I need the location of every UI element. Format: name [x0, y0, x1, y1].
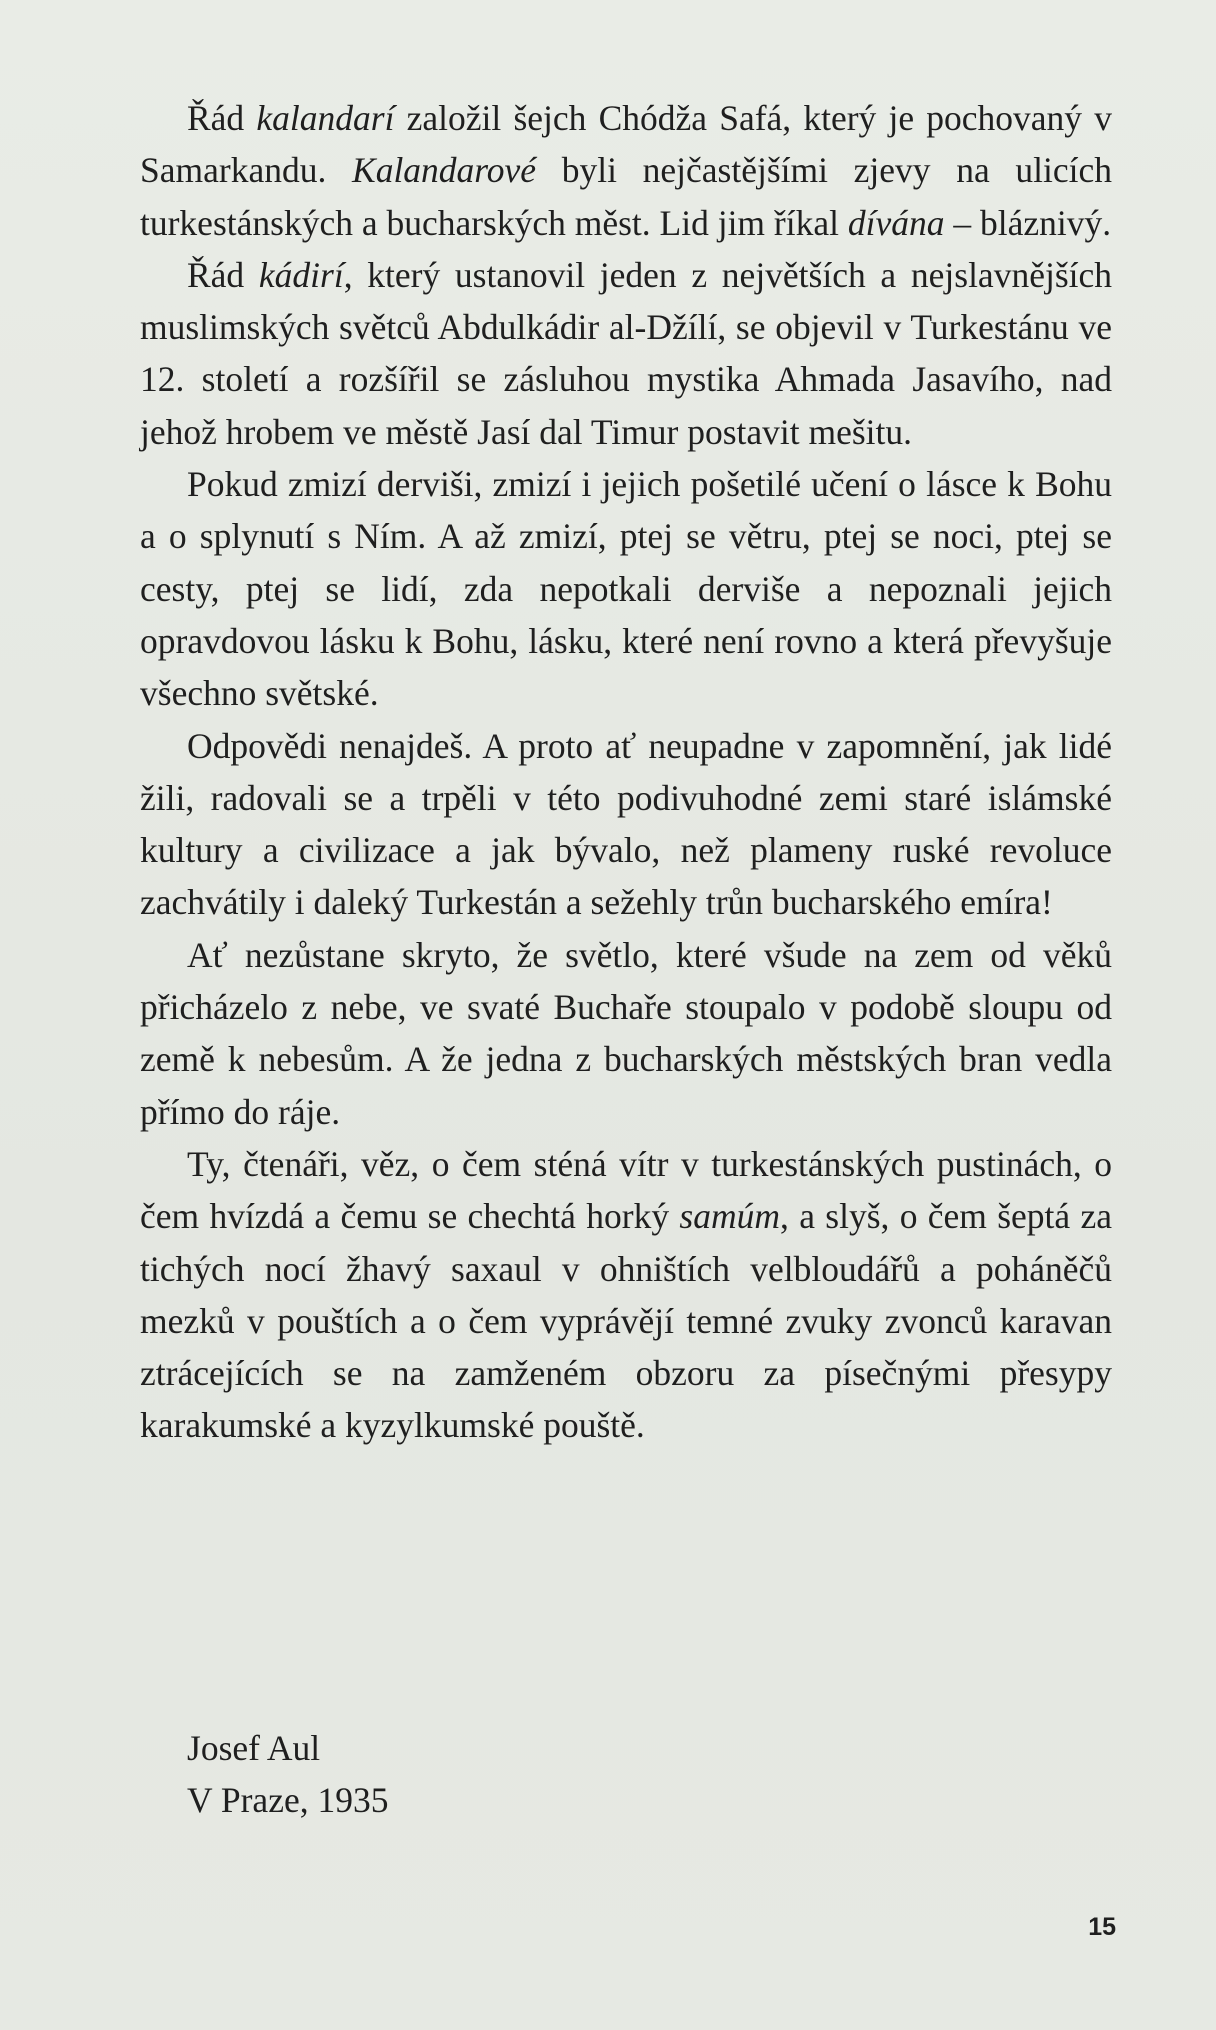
paragraph-odpovedi: Odpovědi nenajdeš. A proto ať neupadne v zapomnění, jak lidé žili, radovali se a trpěli v této podivuhodné zemi staré islámské kultury a civilizace a jak bývalo, než plameny ruské revoluce zachvátily i daleký Turkestán a sežehly trůn bucharského emíra!: [140, 725, 1112, 923]
paragraph-dervisi: Pokud zmizí derviši, zmizí i jejich pošetilé učení o lásce k Bohu a o splynutí s Ním. A až zmizí, ptej se větru, ptej se noci, ptej se cesty, ptej se lidí, zda nepotkali dervišе a nepoznali jejich opravdovou lásku k Bohu, lásku, které není rovno a která převyšuje všechno světské.: [140, 464, 1112, 714]
body-text: [140, 92, 1112, 1452]
term-kalandari: kalandarí: [256, 98, 395, 138]
paragraph-ctenari: Ty, čtenáři, věz, o čem sténá vítr v turkestánských pustinách, o čem hvízdá a čemu se chechtá horký samúm, a slyš, o čem šeptá za tichých nocí žhavý saxaul v ohništích velbloudářů a poháněčů mezků v pouštích a o čem vyprávějí temné zvuky zvonců karavan ztrácejících se na zamženém obzoru za písečnými přesypy karakumské a kyzylkumské pouště.: [140, 1143, 1112, 1446]
place-date: V Praze, 1935: [187, 1780, 389, 1821]
signature-block: [187, 1722, 388, 1827]
term-kadiri: kádirí: [258, 254, 344, 295]
author-name: Josef Aul: [187, 1728, 321, 1768]
term-samum: samúm: [679, 1196, 780, 1237]
paragraph-kadiri: Řád kádirí, který ustanovil jeden z největších a nejslavnějších muslimských světců Abdulkádir al-Džílí, se objevil v Turkestánu ve 12. století a rozšířil se zásluhou mystika Ahmada Jasavího, nad jehož hrobem ve městě Jasí dal Timur postavit mešitu.: [140, 254, 1112, 452]
term-kalandarove: Kalandarové: [352, 150, 537, 191]
term-divana: dívána: [847, 202, 945, 243]
paragraph-svetlo: Ať nezůstane skryto, že světlo, které všude na zem od věků přicházelo z nebe, ve svaté Buchaře stoupalo v podobě sloupu od země k nebesům. A že jedna z bucharských městských bran vedla přímo do ráje.: [140, 934, 1112, 1132]
paragraph-kalandari: Řád kalandarí založil šejch Chódža Safá, který je pochovaný v Samarkandu. Kalandarové byli nejčastějšími zjevy na ulicích turkestánských a bucharských měst. Lid jim říkal dívána – bláznivý.: [140, 98, 1113, 243]
page-number: 15: [1088, 1913, 1116, 1941]
